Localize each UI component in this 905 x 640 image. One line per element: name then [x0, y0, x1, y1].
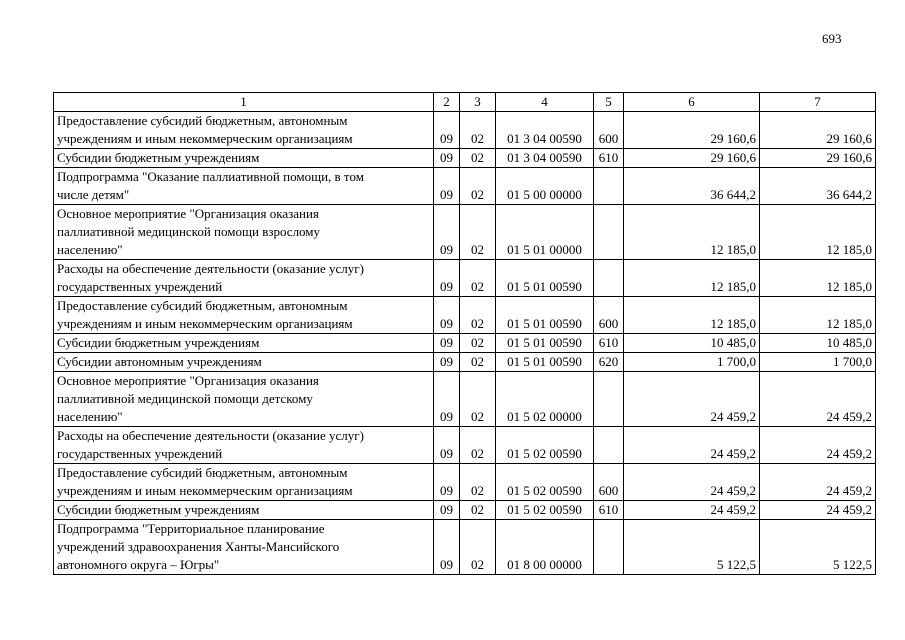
- section-code-cell: 09: [434, 112, 460, 149]
- table-row: [54, 149, 876, 168]
- expense-type-cell: 620: [594, 353, 624, 372]
- row-name-line: учреждениям и иным некоммерческим организациям: [57, 316, 353, 331]
- amount-cell-7: 29 160,6: [760, 112, 876, 149]
- header-cell: 1: [54, 93, 434, 112]
- subsection-code-cell: 02: [460, 353, 496, 372]
- row-name-line: Субсидии бюджетным учреждениям: [57, 150, 260, 165]
- row-name-cell: [54, 501, 434, 520]
- subsection-code-cell: 02: [460, 372, 496, 427]
- expense-type-cell: [594, 520, 624, 575]
- header-cell: 7: [760, 93, 876, 112]
- amount-cell-6: 12 185,0: [624, 205, 760, 260]
- table-row: [54, 334, 876, 353]
- target-item-cell: 01 5 02 00590: [496, 427, 594, 464]
- section-code-cell: 09: [434, 427, 460, 464]
- row-name-line: населению": [57, 409, 123, 424]
- amount-cell-7: 10 485,0: [760, 334, 876, 353]
- amount-cell-6: 24 459,2: [624, 372, 760, 427]
- subsection-code-cell: 02: [460, 112, 496, 149]
- table-row: [54, 520, 876, 575]
- section-code-cell: 09: [434, 372, 460, 427]
- row-name-line: паллиативной медицинской помощи взрослому: [57, 224, 321, 239]
- header-cell: 5: [594, 93, 624, 112]
- table-row: [54, 501, 876, 520]
- row-name-cell: [54, 353, 434, 372]
- expense-type-cell: 600: [594, 297, 624, 334]
- amount-cell-6: 29 160,6: [624, 149, 760, 168]
- header-row: [54, 93, 876, 112]
- row-name-line: Расходы на обеспечение деятельности (оказание услуг): [57, 261, 364, 276]
- row-name-cell: [54, 334, 434, 353]
- row-name-cell: [54, 372, 434, 427]
- section-code-cell: 09: [434, 520, 460, 575]
- table-body: [54, 112, 876, 575]
- header-cell: 6: [624, 93, 760, 112]
- row-name-line: автономного округа – Югры": [57, 557, 220, 572]
- section-code-cell: 09: [434, 297, 460, 334]
- expense-type-cell: [594, 427, 624, 464]
- row-name-line: Субсидии бюджетным учреждениям: [57, 335, 260, 350]
- amount-cell-6: 24 459,2: [624, 501, 760, 520]
- target-item-cell: 01 5 02 00000: [496, 372, 594, 427]
- subsection-code-cell: 02: [460, 501, 496, 520]
- target-item-cell: 01 5 00 00000: [496, 168, 594, 205]
- expense-type-cell: [594, 260, 624, 297]
- table-row: [54, 353, 876, 372]
- amount-cell-7: 36 644,2: [760, 168, 876, 205]
- table-row: [54, 168, 876, 205]
- header-cell: 3: [460, 93, 496, 112]
- amount-cell-7: 24 459,2: [760, 427, 876, 464]
- amount-cell-6: 24 459,2: [624, 464, 760, 501]
- target-item-cell: 01 5 02 00590: [496, 464, 594, 501]
- amount-cell-7: 5 122,5: [760, 520, 876, 575]
- row-name-cell: [54, 520, 434, 575]
- amount-cell-7: 29 160,6: [760, 149, 876, 168]
- subsection-code-cell: 02: [460, 427, 496, 464]
- page-number: 693: [822, 31, 842, 46]
- target-item-cell: 01 5 01 00000: [496, 205, 594, 260]
- expense-type-cell: 610: [594, 334, 624, 353]
- subsection-code-cell: 02: [460, 205, 496, 260]
- amount-cell-6: 29 160,6: [624, 112, 760, 149]
- row-name-cell: [54, 260, 434, 297]
- subsection-code-cell: 02: [460, 149, 496, 168]
- row-name-line: паллиативной медицинской помощи детскому: [57, 391, 313, 406]
- table-row: [54, 260, 876, 297]
- row-name-line: числе детям": [57, 187, 130, 202]
- amount-cell-6: 5 122,5: [624, 520, 760, 575]
- budget-table: [53, 92, 876, 575]
- row-name-cell: [54, 297, 434, 334]
- subsection-code-cell: 02: [460, 464, 496, 501]
- target-item-cell: 01 3 04 00590: [496, 149, 594, 168]
- table-row: [54, 372, 876, 427]
- amount-cell-6: 12 185,0: [624, 297, 760, 334]
- table-row: [54, 464, 876, 501]
- row-name-line: Расходы на обеспечение деятельности (оказание услуг): [57, 428, 364, 443]
- row-name-line: учреждениям и иным некоммерческим организациям: [57, 483, 353, 498]
- subsection-code-cell: 02: [460, 334, 496, 353]
- amount-cell-7: 24 459,2: [760, 464, 876, 501]
- row-name-line: государственных учреждений: [57, 279, 223, 294]
- row-name-line: Основное мероприятие "Организация оказания: [57, 373, 319, 388]
- expense-type-cell: 600: [594, 112, 624, 149]
- amount-cell-7: 1 700,0: [760, 353, 876, 372]
- row-name-line: Предоставление субсидий бюджетным, автономным: [57, 113, 348, 128]
- subsection-code-cell: 02: [460, 297, 496, 334]
- expense-type-cell: 610: [594, 149, 624, 168]
- subsection-code-cell: 02: [460, 520, 496, 575]
- target-item-cell: 01 5 01 00590: [496, 334, 594, 353]
- row-name-line: населению": [57, 242, 123, 257]
- amount-cell-7: 24 459,2: [760, 501, 876, 520]
- row-name-line: Предоставление субсидий бюджетным, автономным: [57, 465, 348, 480]
- header-cell: 4: [496, 93, 594, 112]
- table-row: [54, 297, 876, 334]
- target-item-cell: 01 3 04 00590: [496, 112, 594, 149]
- section-code-cell: 09: [434, 149, 460, 168]
- section-code-cell: 09: [434, 168, 460, 205]
- row-name-line: Предоставление субсидий бюджетным, автономным: [57, 298, 348, 313]
- row-name-cell: [54, 205, 434, 260]
- row-name-cell: [54, 149, 434, 168]
- section-code-cell: 09: [434, 464, 460, 501]
- amount-cell-7: 12 185,0: [760, 297, 876, 334]
- row-name-cell: [54, 464, 434, 501]
- amount-cell-6: 12 185,0: [624, 260, 760, 297]
- row-name-cell: [54, 427, 434, 464]
- table-row: [54, 205, 876, 260]
- target-item-cell: 01 5 01 00590: [496, 260, 594, 297]
- expense-type-cell: [594, 168, 624, 205]
- row-name-line: Основное мероприятие "Организация оказания: [57, 206, 319, 221]
- amount-cell-7: 24 459,2: [760, 372, 876, 427]
- section-code-cell: 09: [434, 501, 460, 520]
- table-row: [54, 427, 876, 464]
- section-code-cell: 09: [434, 205, 460, 260]
- amount-cell-6: 24 459,2: [624, 427, 760, 464]
- amount-cell-6: 10 485,0: [624, 334, 760, 353]
- section-code-cell: 09: [434, 260, 460, 297]
- amount-cell-7: 12 185,0: [760, 205, 876, 260]
- expense-type-cell: 600: [594, 464, 624, 501]
- subsection-code-cell: 02: [460, 260, 496, 297]
- row-name-line: учреждений здравоохранения Ханты-Мансийского: [57, 539, 340, 554]
- table-row: [54, 112, 876, 149]
- row-name-line: Субсидии бюджетным учреждениям: [57, 502, 260, 517]
- row-name-cell: [54, 112, 434, 149]
- expense-type-cell: 610: [594, 501, 624, 520]
- row-name-line: государственных учреждений: [57, 446, 223, 461]
- row-name-cell: [54, 168, 434, 205]
- target-item-cell: 01 5 01 00590: [496, 353, 594, 372]
- section-code-cell: 09: [434, 334, 460, 353]
- amount-cell-7: 12 185,0: [760, 260, 876, 297]
- row-name-line: Подпрограмма "Территориальное планирование: [57, 521, 325, 536]
- row-name-line: Субсидии автономным учреждениям: [57, 354, 262, 369]
- expense-type-cell: [594, 372, 624, 427]
- expense-type-cell: [594, 205, 624, 260]
- header-cell: 2: [434, 93, 460, 112]
- row-name-line: учреждениям и иным некоммерческим организациям: [57, 131, 353, 146]
- subsection-code-cell: 02: [460, 168, 496, 205]
- target-item-cell: 01 5 01 00590: [496, 297, 594, 334]
- amount-cell-6: 36 644,2: [624, 168, 760, 205]
- amount-cell-6: 1 700,0: [624, 353, 760, 372]
- target-item-cell: 01 5 02 00590: [496, 501, 594, 520]
- section-code-cell: 09: [434, 353, 460, 372]
- row-name-line: Подпрограмма "Оказание паллиативной помощи, в том: [57, 169, 364, 184]
- target-item-cell: 01 8 00 00000: [496, 520, 594, 575]
